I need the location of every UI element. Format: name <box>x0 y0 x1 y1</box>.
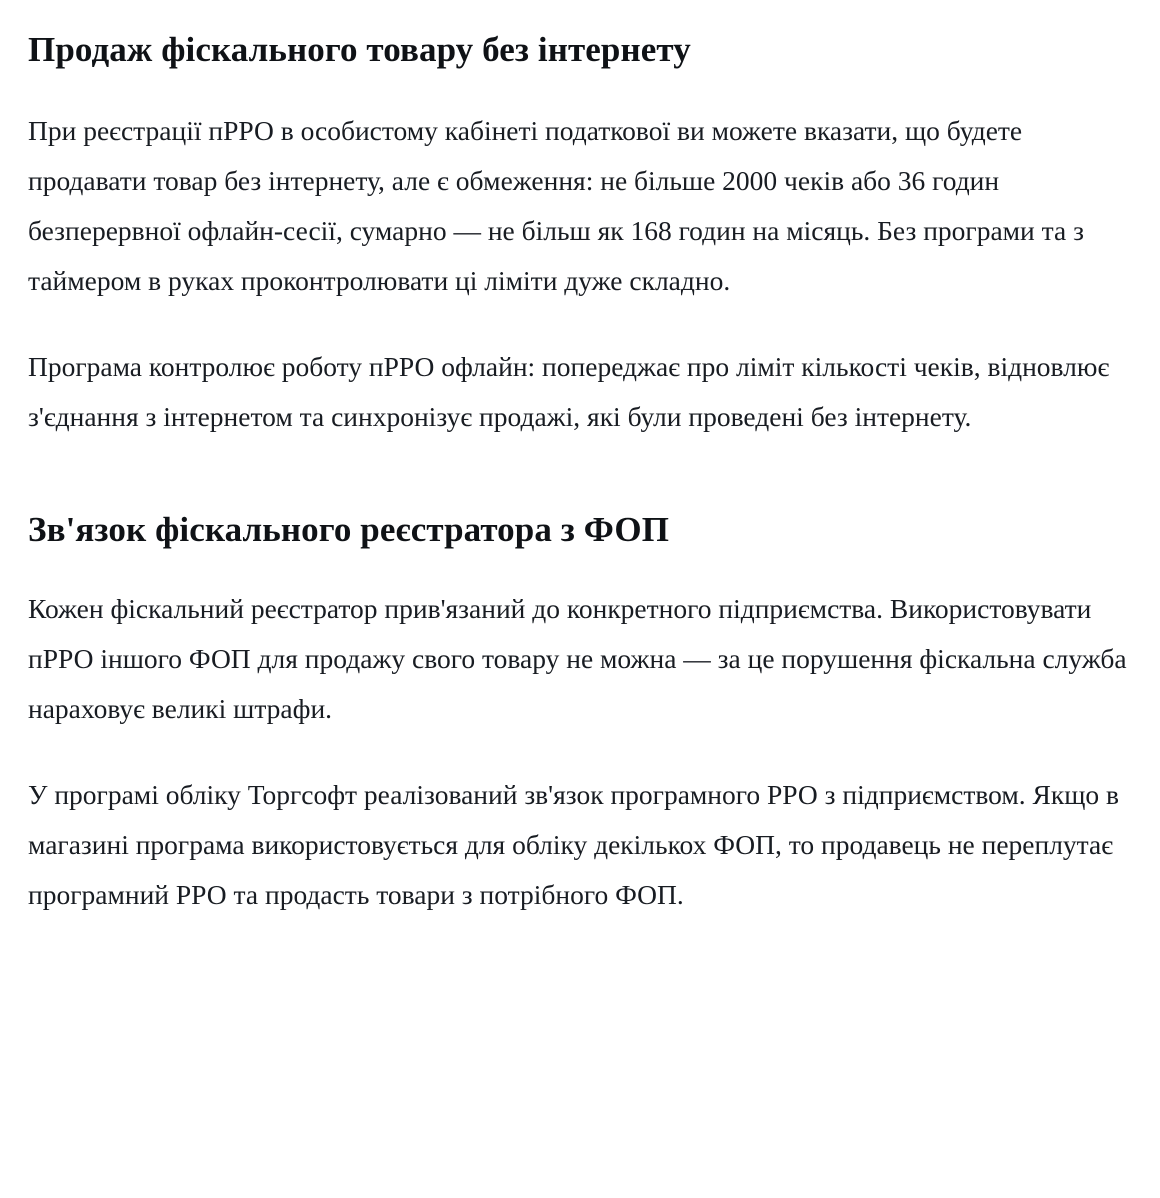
paragraph: Програма контролює роботу пРРО офлайн: попереджає про ліміт кількості чеків, відновлює з'єднання з інтернетом та синхронізує продажі, які були проведені без інтернету. <box>28 350 1110 432</box>
section-heading-fiscal-registrar-link: Зв'язок фіскального реєстратора з ФОП <box>28 510 670 550</box>
page-title: Продаж фіскального товару без інтернету <box>28 30 691 69</box>
paragraph: Кожен фіскальний реєстратор прив'язаний до конкретного підприємства. Використовувати пРРО іншого ФОП для продажу свого товару не можна — за це порушення фіскальна служба нараховує великі штрафи. <box>28 592 1127 724</box>
paragraph: При реєстрації пРРО в особистому кабінеті податкової ви можете вказати, що будете продавати товар без інтернету, але є обмеження: не більше 2000 чеків або 36 годин безперервної офлайн-сесії, сумарно — не більш як 168 годин на місяць. Без програми та з таймером в руках проконтролювати ці ліміти дуже складно. <box>28 114 1084 296</box>
paragraph: У програмі обліку Торгсофт реалізований зв'язок програмного РРО з підприємством. Якщо в магазині програма використовується для обліку декількох ФОП, то продавець не переплутає програмний РРО та продасть товари з потрібного ФОП. <box>28 778 1120 911</box>
